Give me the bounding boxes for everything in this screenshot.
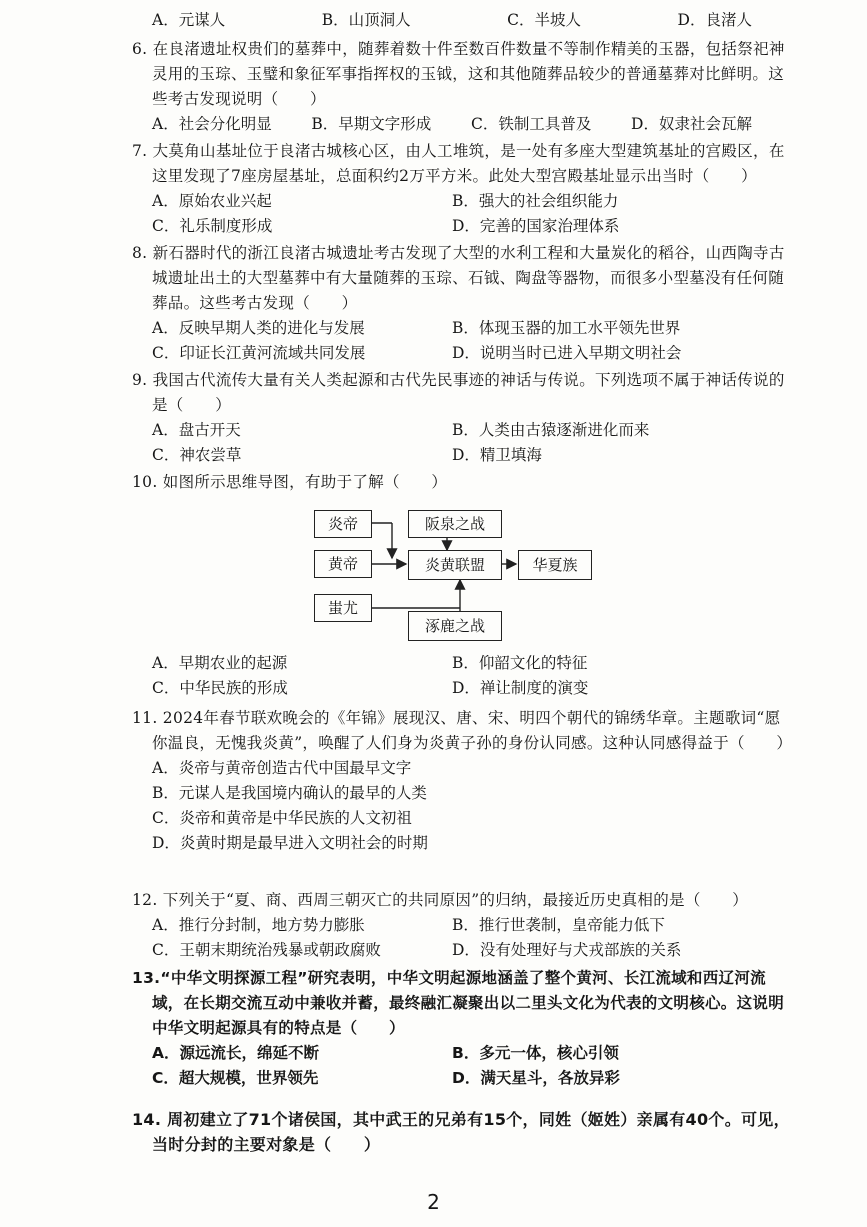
q9-option-b: B．人类由古猿逐渐进化而来 — [452, 421, 650, 439]
question-14 — [132, 1107, 792, 1157]
q7-option-c: C．礼乐制度形成 — [152, 217, 273, 235]
q9-option-a: A．盘古开天 — [152, 421, 241, 439]
q10-option-a: A．早期农业的起源 — [152, 654, 288, 672]
mind-map-diagram — [312, 508, 597, 643]
q7-option-d: D．完善的国家治理体系 — [452, 217, 620, 235]
node-huangdi: 黄帝 — [314, 550, 372, 578]
q8-option-d: D．说明当时已进入早期文明社会 — [452, 344, 682, 362]
q13-stem: 13.“中华文明探源工程”研究表明，中华文明起源地涵盖了整个黄河、长江流域和西辽河流域，在长期交流互动中兼收并蓄，最终融汇凝聚出以二里头文化为代表的文明核心。这说明中华文明起源具有的特点是（ ） — [132, 969, 785, 1037]
node-yandi: 炎帝 — [314, 510, 372, 538]
q5-option-b: B．山顶洞人 — [321, 11, 411, 29]
q6-option-b: B．早期文字形成 — [311, 115, 432, 133]
q12-stem: 12. 下列关于“夏、商、西周三朝灭亡的共同原因”的归纳，最接近历史真相的是（ ） — [132, 891, 749, 909]
q7-option-a: A．原始农业兴起 — [152, 192, 272, 210]
q9-stem: 9. 我国古代流传大量有关人类起源和古代先民事迹的神话与传说。下列选项不属于神话传说的是（ ） — [132, 371, 785, 414]
q10-option-c: C．中华民族的形成 — [152, 679, 288, 697]
question-9 — [132, 368, 792, 468]
node-chiyou: 蚩尤 — [314, 594, 372, 622]
q12-option-c: C．王朝末期统治残暴或朝政腐败 — [152, 941, 381, 959]
q13-option-d: D．满天星斗，各放异彩 — [452, 1069, 620, 1087]
q11-option-b: B．元谋人是我国境内确认的最早的人类 — [152, 784, 427, 802]
q6-option-c: C．铁制工具普及 — [470, 115, 592, 133]
q13-option-c: C．超大规模，世界领先 — [152, 1069, 319, 1087]
q8-option-c: C．印证长江黄河流域共同发展 — [152, 344, 366, 362]
q6-stem: 6. 在良渚遗址权贵们的墓葬中，随葬着数十件至数百件数量不等制作精美的玉器，包括祭祀神灵用的玉琮、玉璧和象征军事指挥权的玉钺，这和其他随葬品较少的普通墓葬对比鲜明。这些考古发现说明（ ） — [132, 40, 785, 108]
q9-option-c: C．神农尝草 — [152, 446, 242, 464]
question-10 — [132, 470, 792, 495]
q10-option-b: B．仰韶文化的特征 — [452, 654, 588, 672]
question-10-options — [132, 651, 792, 701]
node-banquan-battle: 阪泉之战 — [408, 510, 502, 538]
q5-option-c: C．半坡人 — [507, 11, 582, 29]
q8-stem: 8. 新石器时代的浙江良渚古城遗址考古发现了大型的水利工程和大量炭化的稻谷，山西陶寺古城遗址出土的大型墓葬中有大量随葬的玉琮、石钺、陶盘等器物，而很多小型墓没有任何随葬品。这些考古发现（ ） — [132, 244, 785, 312]
question-5-options — [132, 8, 792, 33]
q13-option-b: B．多元一体，核心引领 — [452, 1044, 619, 1062]
q5-option-a: A．元谋人 — [152, 11, 226, 29]
q6-option-d: D．奴隶社会瓦解 — [631, 115, 752, 133]
q11-option-d: D．炎黄时期是最早进入文明社会的时期 — [152, 834, 428, 852]
page-number: 2 — [427, 1190, 440, 1214]
q14-stem: 14. 周初建立了71个诸侯国，其中武王的兄弟有15个，同姓（姬姓）亲属有40个。可见，当时分封的主要对象是（ ） — [132, 1110, 790, 1154]
q8-option-b: B．体现玉器的加工水平领先世界 — [452, 319, 681, 337]
node-yanhuang-alliance: 炎黄联盟 — [408, 550, 502, 580]
question-13 — [132, 966, 792, 1091]
q12-option-a: A．推行分封制，地方势力膨胀 — [152, 916, 365, 934]
question-11 — [132, 706, 792, 856]
node-zhuolu-battle: 涿鹿之战 — [408, 611, 502, 641]
q12-option-d: D．没有处理好与犬戎部族的关系 — [452, 941, 682, 959]
q7-option-b: B．强大的社会组织能力 — [452, 192, 619, 210]
q11-option-a: A．炎帝与黄帝创造古代中国最早文字 — [152, 759, 412, 777]
q7-stem: 7. 大莫角山基址位于良渚古城核心区，由人工堆筑，是一处有多座大型建筑基址的宫殿区，在这里发现了7座房屋基址，总面积约2万平方米。此处大型宫殿基址显示出当时（ ） — [132, 142, 785, 185]
q13-option-a: A．源远流长，绵延不断 — [152, 1044, 319, 1062]
q10-option-d: D．禅让制度的演变 — [452, 679, 589, 697]
question-12 — [132, 888, 792, 963]
question-7 — [132, 139, 792, 239]
question-6 — [132, 37, 792, 137]
q8-option-a: A．反映早期人类的进化与发展 — [152, 319, 365, 337]
q11-option-c: C．炎帝和黄帝是中华民族的人文初祖 — [152, 809, 412, 827]
q11-stem: 11. 2024年春节联欢晚会的《年锦》展现汉、唐、宋、明四个朝代的锦绣华章。主题歌词“愿你温良，无愧我炎黄”，唤醒了人们身为炎黄子孙的身份认同感。这种认同感得益于（ ） — [132, 709, 793, 752]
node-huaxia: 华夏族 — [518, 550, 592, 580]
q6-option-a: A．社会分化明显 — [152, 115, 272, 133]
q9-option-d: D．精卫填海 — [452, 446, 542, 464]
q10-stem: 10. 如图所示思维导图，有助于了解（ ） — [132, 473, 448, 491]
q5-option-d: D．良渚人 — [677, 11, 752, 29]
q12-option-b: B．推行世袭制，皇帝能力低下 — [452, 916, 665, 934]
question-8 — [132, 241, 792, 366]
